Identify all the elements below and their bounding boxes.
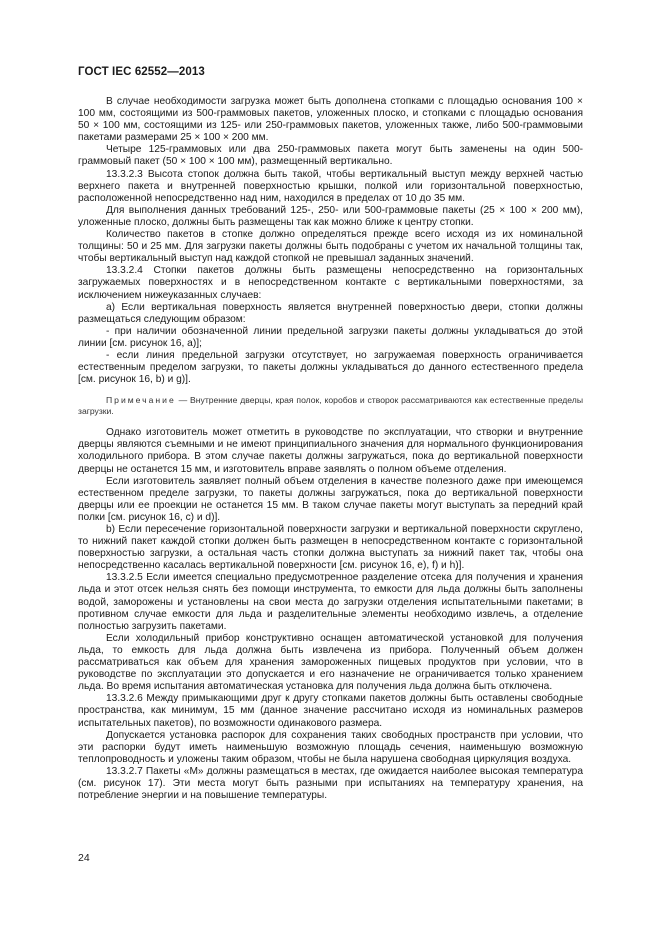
paragraph: 13.3.2.7 Пакеты «М» должны размещаться в местах, где ожидается наиболее высокая температура (см. рисунок 17). Эти места могут быть разными при испытаниях на температуру хранения, на потребление энергии и на повышение температуры. <box>78 765 583 802</box>
page-number: 24 <box>78 852 90 864</box>
paragraph: 13.3.2.6 Между примыкающими друг к другу стопками пакетов должны быть оставлены свободные пространства, как минимум, 15 мм (данное значение рассчитано исходя из номинальных размеров испытательных пакетов), по возможности одинакового размера. <box>78 693 583 729</box>
paragraph: Количество пакетов в стопке должно определяться прежде всего исходя из их номинальной толщины: 50 и 25 мм. Для загрузки пакеты должны быть подобраны с учетом их начальной толщины так, чтобы вертикальный выступ над каждой стопкой не превышал заданных значений. <box>78 229 583 265</box>
paragraph: Для выполнения данных требований 125-, 250- или 500-граммовые пакеты (25 × 100 × 200 мм), уложенные плоско, должны быть размещены так как можно ближе к центру стопки. <box>78 204 583 228</box>
document-body <box>78 96 583 802</box>
paragraph: Допускается установка распорок для сохранения таких свободных пространств при условии, что эти распорки будут иметь наименьшую возможную площадь сечения, наименьшую возможную теплопроводность и уложены таким образом, чтобы не была нарушена свободная циркуляция воздуха. <box>78 729 583 765</box>
paragraph: Однако изготовитель может отметить в руководстве по эксплуатации, что створки и внутренние дверцы являются съемными и не имеют принципиального значения для нормального функционирования холодильного прибора. В этом случае пакеты должны загружаться, пока до вертикальной поверхности дверцы не останется 15 мм, и изготовитель вправе заявлять о полном объеме отделения. <box>78 427 583 475</box>
paragraph: Если холодильный прибор конструктивно оснащен автоматической установкой для получения льда, то емкость для льда должна быть извлечена из прибора. Полученный объем должен рассматриваться как объем для хранения замороженных пищевых продуктов при условии, что в руководстве по эксплуатации это допускается и его назначение не ограничивается только хранением льда. Во время испытания автоматическая установка для получения льда должна быть отключена. <box>78 632 583 693</box>
paragraph: а) Если вертикальная поверхность является внутренней поверхностью двери, стопки должны размещаться следующим образом: <box>78 301 583 325</box>
paragraph: 13.3.2.3 Высота стопок должна быть такой, чтобы вертикальный выступ между верхней частью верхнего пакета и внутренней поверхностью крышки, полкой или горизонтальной поверхностью, расположенной непосредственно над ним, находился в пределах от 10 до 35 мм. <box>78 168 583 204</box>
paragraph: b) Если пересечение горизонтальной поверхности загрузки и вертикальной поверхности скруглено, то нижний пакет каждой стопки должен быть размещен в непосредственном контакте с горизонтальной поверхностью загрузки, а остальная часть стопки должна выступать за нижний пакет так, чтобы она непосредственно касалась вертикальной поверхности [см. рисунок 16, е), f) и h)]. <box>78 524 583 572</box>
paragraph: Если изготовитель заявляет полный объем отделения в качестве полезного даже при имеющемся естественном пределе загрузки, то пакеты должны загружаться, пока до вертикальной поверхности дверцы или ее проекции не останется 15 мм. В таком случае пакеты могут выступать за передний край полки [см. рисунок 16, с) и d)]. <box>78 475 583 523</box>
note-paragraph <box>78 395 583 417</box>
paragraph: 13.3.2.5 Если имеется специально предусмотренное разделение отсека для получения и хранения льда и этот отсек нельзя снять без помощи инструмента, то емкости для льда должны быть заполнены водой, заморожены и установлены на свои места до загрузки отделения испытательными пакетами; в противном случае емкости для льда и разделительные элементы необходимо извлечь, а отделение полностью загрузить пакетами. <box>78 572 583 632</box>
paragraph: - если линия предельной загрузки отсутствует, но загружаемая поверхность ограничивается естественным пределом загрузки, то пакеты должны укладываться до данного естественного предела [см. рисунок 16, b) и g)]. <box>78 349 583 386</box>
note-label: Примечание <box>106 395 176 406</box>
paragraph: - при наличии обозначенной линии предельной загрузки пакеты должны укладываться до этой линии [см. рисунок 16, а)]; <box>78 325 583 349</box>
paragraph: 13.3.2.4 Стопки пакетов должны быть размещены непосредственно на горизонтальных загружаемых поверхностях и в непосредственном контакте с вертикальными поверхностями, за исключением нижеуказанных случаев: <box>78 265 583 301</box>
paragraph: В случае необходимости загрузка может быть дополнена стопками с площадью основания 100 × 100 мм, состоящими из 500-граммовых пакетов, уложенных плоско, и стопками с площадью основания 50 × 100 мм, состоящими из 125- или 250-граммовых пакетов, уложенных также, либо 500-граммовыми пакетами размерами 25 × 100 × 200 мм. <box>78 96 583 144</box>
paragraph: Четыре 125-граммовых или два 250-граммовых пакета могут быть заменены на один 500-граммовый пакет (50 × 100 × 100 мм), размещенный вертикально. <box>78 144 583 168</box>
document-header: ГОСТ IEC 62552—2013 <box>78 66 205 78</box>
note-text: — Внутренние дверцы, края полок, коробов и створок рассматриваются как естественные пределы загрузки. <box>78 395 583 417</box>
